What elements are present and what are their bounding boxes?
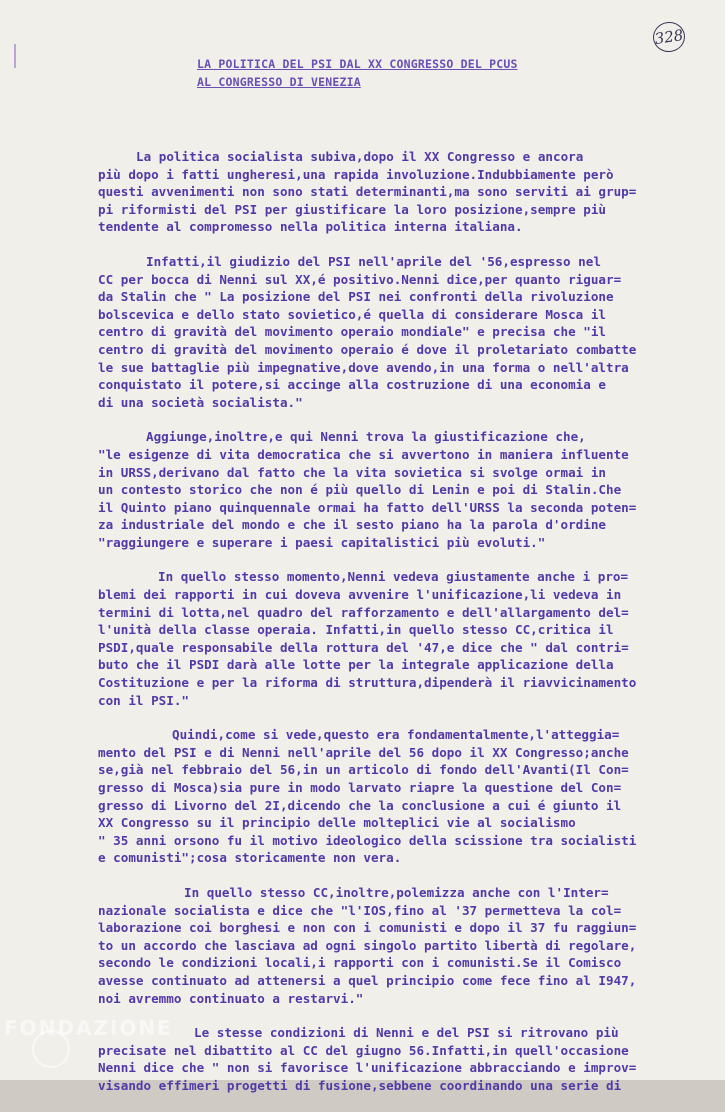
text-line: noi avremmo continuato a restarvi." bbox=[98, 990, 364, 1006]
text-line: XX Congresso su il principio delle molteplici vie al socialismo bbox=[98, 815, 576, 831]
title-line: LA POLITICA DEL PSI DAL XX CONGRESSO DEL PCUS bbox=[197, 57, 518, 71]
text-line: in URSS,derivano dal fatto che la vita sovietica si svolge ormai in bbox=[98, 464, 606, 480]
text-line: "raggiungere e superare i paesi capitalistici più evoluti." bbox=[98, 534, 546, 550]
text-line: gresso di Livorno del 2I,dicendo che la conclusione a cui é giunto il bbox=[98, 797, 622, 813]
text-line: e comunisti";cosa storicamente non vera. bbox=[98, 850, 402, 866]
text-line: avesse continuato ad attenersi a quel principio come fece fino al I947, bbox=[98, 972, 637, 988]
archive-watermark: FONDAZIONE bbox=[4, 1016, 173, 1040]
margin-mark bbox=[14, 44, 16, 68]
text-line: Aggiunge,inoltre,e qui Nenni trova la giustificazione che, bbox=[146, 429, 586, 445]
text-line: termini di lotta,nel quadro del rafforzamento e dell'allargamento del= bbox=[98, 604, 629, 620]
text-line: Nenni dice che " non si favorisce l'unificazione abbracciando e improv= bbox=[98, 1060, 637, 1076]
paragraph bbox=[98, 1024, 703, 1094]
text-line: con il PSI." bbox=[98, 692, 189, 708]
archive-seal-icon bbox=[32, 1030, 70, 1068]
page-number-stamp: 328 bbox=[651, 20, 687, 54]
paragraph bbox=[98, 428, 703, 551]
text-line: questi avvenimenti non sono stati determinanti,ma sono serviti ai grup= bbox=[98, 184, 637, 200]
paragraph bbox=[98, 253, 703, 411]
text-line: l'unità della classe operaia. Infatti,in quello stesso CC,critica il bbox=[98, 622, 614, 638]
text-line: PSDI,quale responsabile della rottura del '47,e dice che " dal contri= bbox=[98, 639, 629, 655]
text-line: centro di gravità del movimento operaio é dove il proletariato combatte bbox=[98, 341, 637, 357]
text-line: tendente al compromesso nella politica interna italiana. bbox=[98, 219, 523, 235]
paragraph bbox=[98, 568, 703, 709]
text-line: Quindi,come si vede,questo era fondamentalmente,l'atteggia= bbox=[172, 727, 620, 743]
text-line: conquistato il potere,si accinge alla costruzione di una economia e bbox=[98, 377, 606, 393]
text-line: nazionale socialista e dice che "l'IOS,fino al '37 permetteva la col= bbox=[98, 902, 622, 918]
text-line: " 35 anni orsono fu il motivo ideologico della scissione tra socialisti bbox=[98, 832, 637, 848]
document-body bbox=[98, 148, 703, 1112]
paragraph bbox=[98, 884, 703, 1007]
text-line: za industriale del mondo e che il sesto piano ha la parola d'ordine bbox=[98, 517, 606, 533]
document-title bbox=[197, 55, 518, 91]
paragraph bbox=[98, 726, 703, 867]
text-line: Le stesse condizioni di Nenni e del PSI si ritrovano più bbox=[194, 1025, 619, 1041]
text-line: visando effimeri progetti di fusione,sebbene coordinando una serie di bbox=[98, 1077, 622, 1093]
paragraph bbox=[98, 148, 703, 236]
text-line: pi riformisti del PSI per giustificare la loro posizione,sempre più bbox=[98, 201, 606, 217]
text-line: bolscevica e dello stato sovietico,é quella di considerare Mosca il bbox=[98, 306, 606, 322]
text-line: se,già nel febbraio del 56,in un articolo di fondo dell'Avanti(Il Con= bbox=[98, 762, 629, 778]
text-line: laborazione coi borghesi e non con i comunisti e dopo il 37 fu raggiun= bbox=[98, 920, 637, 936]
title-line: AL CONGRESSO DI VENEZIA bbox=[197, 75, 361, 89]
text-line: In quello stesso CC,inoltre,polemizza anche con l'Inter= bbox=[184, 884, 609, 900]
text-line: La politica socialista subiva,dopo il XX Congresso e ancora bbox=[136, 149, 584, 164]
text-line: buto che il PSDI darà alle lotte per la integrale applicazione della bbox=[98, 657, 614, 673]
text-line: di una società socialista." bbox=[98, 394, 303, 410]
text-line: secondo le condizioni locali,i rapporti con i comunisti.Se il Comisco bbox=[98, 955, 622, 971]
text-line: Costituzione e per la riforma di struttura,dipenderà il riavvicinamento bbox=[98, 675, 637, 691]
text-line: precisate nel dibattito al CC del giugno 56.Infatti,in quell'occasione bbox=[98, 1042, 629, 1058]
text-line: il Quinto piano quinquennale ormai ha fatto dell'URSS la seconda poten= bbox=[98, 499, 637, 515]
text-line: CC per bocca di Nenni sul XX,é positivo.Nenni dice,per quanto riguar= bbox=[98, 271, 622, 287]
text-line: to un accordo che lasciava ad ogni singolo partito libertà di regolare, bbox=[98, 937, 637, 953]
text-line: "le esigenze di vita democratica che si avvertono in maniera influente bbox=[98, 446, 629, 462]
text-line: Infatti,il giudizio del PSI nell'aprile del '56,espresso nel bbox=[146, 253, 601, 269]
text-line: un contesto storico che non é più quello di Lenin e poi di Stalin.Che bbox=[98, 482, 622, 498]
text-line: centro di gravità del movimento operaio mondiale" e precisa che "il bbox=[98, 324, 606, 340]
text-line: In quello stesso momento,Nenni vedeva giustamente anche i pro= bbox=[158, 569, 629, 585]
text-line: blemi dei rapporti in cui doveva avvenire l'unificazione,li vedeva in bbox=[98, 587, 622, 603]
text-line: le sue battaglie più impegnative,dove avendo,in una forma o nell'altra bbox=[98, 359, 629, 375]
text-line: più dopo i fatti ungheresi,una rapida involuzione.Indubbiamente però bbox=[98, 166, 614, 182]
text-line: gresso di Mosca)sia pure in modo larvato riapre la questione del Con= bbox=[98, 780, 622, 795]
text-line: da Stalin che " La posizione del PSI nei confronti della rivoluzione bbox=[98, 289, 614, 305]
text-line: mento del PSI e di Nenni nell'aprile del 56 dopo il XX Congresso;anche bbox=[98, 744, 629, 760]
